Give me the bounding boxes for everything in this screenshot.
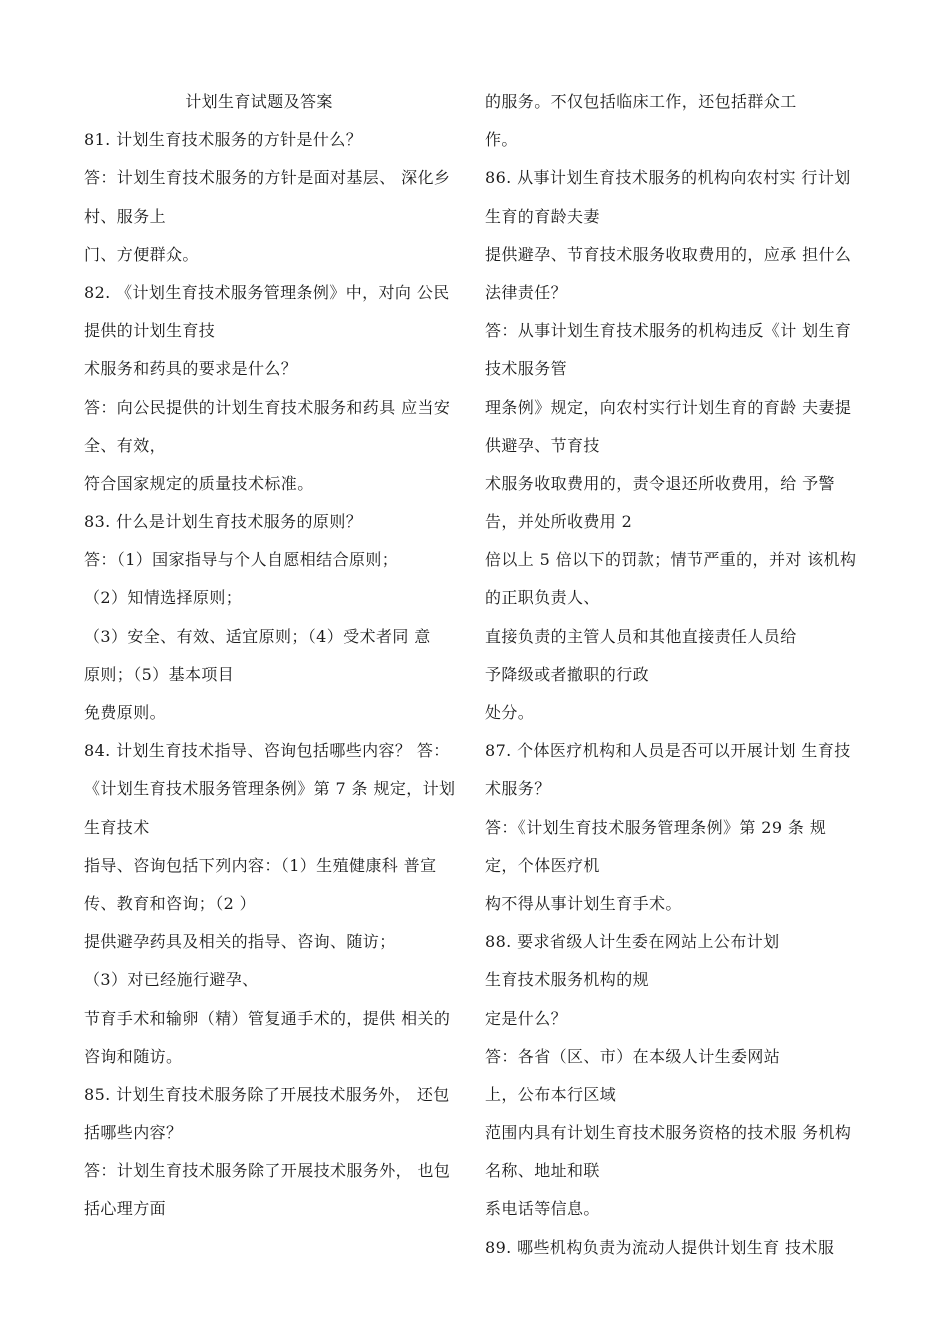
text-line: 《计划生育技术服务管理条例》第 7 条 规定，计划 [84, 779, 456, 799]
text-line: 81. 计划生育技术服务的方针是什么？ [84, 130, 363, 150]
text-line: 括哪些内容？ [84, 1123, 183, 1143]
text-line: 提供的计划生育技 [84, 321, 216, 341]
text-line: 免费原则。 [84, 703, 167, 722]
text-line: 定是什么？ [485, 1008, 568, 1028]
text-line: 节育手术和输卵（精）管复通手术的，提供 相关的 [84, 1008, 451, 1028]
text-line: 86. 从事计划生育技术服务的机构向农村实 行计划 [485, 168, 851, 188]
text-line: 范围内具有计划生育技术服务资格的技术服 务机构 [485, 1123, 852, 1143]
text-line: 答：计划生育技术服务除了开展技术服务外， 也包 [84, 1161, 451, 1181]
text-line: （2）知情选择原则； [84, 588, 243, 608]
text-line: 89. 哪些机构负责为流动人提供计划生育 技术服 [485, 1237, 835, 1257]
text-line: 生育技术服务机构的规 [485, 970, 650, 990]
text-line: 予降级或者撤职的行政 [485, 664, 650, 684]
left-column [84, 88, 474, 1234]
text-line: 全、有效， [84, 435, 167, 455]
text-line: 的服务。不仅包括临床工作，还包括群众工 [485, 92, 797, 111]
text-line: 倍以上 5 倍以下的罚款；情节严重的，并对 该机构 [485, 550, 857, 570]
text-line: 处分。 [485, 703, 535, 722]
text-line: 上，公布本行区域 [485, 1084, 617, 1104]
text-line: 83. 什么是计划生育技术服务的原则？ [84, 512, 363, 532]
text-line: 答：计划生育技术服务的方针是面对基层、 深化乡 [84, 168, 451, 188]
right-column [485, 88, 880, 1272]
text-line: 符合国家规定的质量技术标准。 [84, 473, 314, 493]
text-line: （3）对已经施行避孕、 [84, 970, 259, 990]
text-line: 系电话等信息。 [485, 1199, 600, 1219]
text-line: 答：向公民提供的计划生育技术服务和药具 应当安 [84, 397, 451, 417]
text-line: 答：各省（区、市）在本级人计生委网站 [485, 1046, 781, 1066]
text-line: 术服务和药具的要求是什么？ [84, 359, 298, 379]
text-line: 技术服务管 [485, 359, 568, 379]
text-line: 传、教育和咨询；（2 ） [84, 893, 257, 913]
text-line: 指导、咨询包括下列内容：（1）生殖健康科 普宣 [84, 855, 437, 875]
text-line: 直接负责的主管人员和其他直接责任人员给 [485, 626, 797, 646]
text-line: 名称、地址和联 [485, 1161, 600, 1181]
text-line: 生育的育龄夫妻 [485, 206, 600, 226]
text-line: 告，并处所收费用 2 [485, 512, 633, 532]
text-line: 88. 要求省级人计生委在网站上公布计划 [485, 932, 780, 952]
text-line: 答：（1）国家指导与个人自愿相结合原则； [84, 550, 399, 570]
text-line: 84. 计划生育技术指导、咨询包括哪些内容？ 答： [84, 741, 450, 761]
text-line: 咨询和随访。 [84, 1046, 183, 1066]
text-line: 定，个体医疗机 [485, 855, 600, 875]
document-title: 计划生育试题及答案 [185, 92, 333, 111]
text-line: 理条例》规定，向农村实行计划生育的育龄 夫妻提 [485, 397, 852, 417]
text-line: （3）安全、有效、适宜原则；（4）受术者同 意 [84, 626, 431, 646]
text-line: 法律责任？ [485, 282, 568, 302]
text-line: 术服务收取费用的，责令退还所收费用，给 予警 [485, 473, 835, 493]
text-line: 作。 [485, 130, 518, 150]
text-line: 提供避孕药具及相关的指导、咨询、随访； [84, 932, 396, 952]
text-line: 原则；（5）基本项目 [84, 664, 235, 684]
text-line: 87. 个体医疗机构和人员是否可以开展计划 生育技 [485, 741, 851, 761]
text-line: 提供避孕、节育技术服务收取费用的，应承 担什么 [485, 244, 852, 264]
text-line: 村、服务上 [84, 206, 167, 226]
text-line: 门、方便群众。 [84, 244, 199, 264]
text-line: 括心理方面 [84, 1199, 167, 1219]
text-line: 答：《计划生育技术服务管理条例》第 29 条 规 [485, 817, 827, 837]
text-line: 85. 计划生育技术服务除了开展技术服务外， 还包 [84, 1084, 450, 1104]
text-line: 生育技术 [84, 817, 150, 837]
text-line: 82. 《计划生育技术服务管理条例》中，对向 公民 [84, 282, 450, 302]
text-line: 构不得从事计划生育手术。 [485, 893, 682, 913]
text-line: 术服务？ [485, 779, 551, 799]
text-line: 供避孕、节育技 [485, 435, 600, 455]
text-line: 答：从事计划生育技术服务的机构违反《计 划生育 [485, 321, 852, 341]
text-line: 的正职负责人、 [485, 588, 600, 608]
